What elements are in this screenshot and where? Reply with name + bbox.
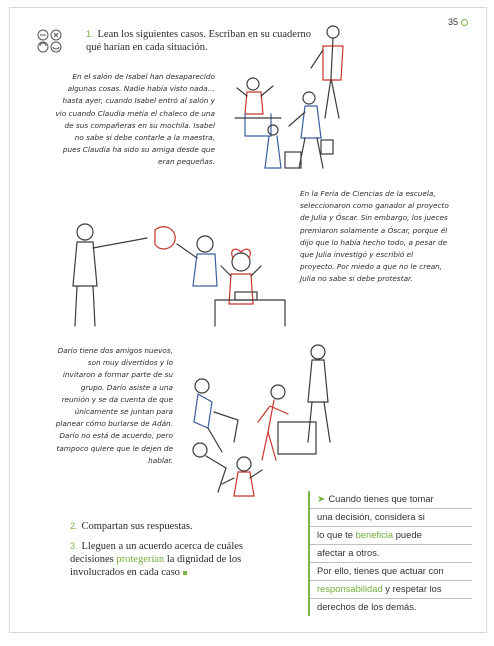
case-dario-text: Darío tiene dos amigos nuevos, son muy divertidos y lo invitaron a formar parte de su grupo. Darío asiste a una reunión y se da cuenta de que únicamente se juntan para planear cómo burlarse de Adán. Darío no está de acuerdo, pero tampoco quiere que le dejen de hablar.: [55, 346, 173, 465]
tip-text: Por ello, tienes que actuar con: [317, 565, 444, 576]
tip-text: y respetar los: [382, 583, 442, 594]
tip-line: [310, 509, 472, 527]
group-work-icon: [35, 28, 75, 54]
tip-line: [310, 527, 472, 545]
step-number: 1.: [86, 29, 94, 39]
tip-text: lo que te: [317, 529, 356, 540]
illustration-dario: [178, 342, 353, 502]
step-text-before: Lleguen a un acuerdo acerca de cuáles decisiones: [70, 541, 243, 565]
page-number-text: 35: [447, 17, 458, 27]
tip-line: [310, 581, 472, 599]
instruction-step-2: [70, 520, 270, 533]
highlighted-word: protegerían: [116, 554, 165, 565]
step-number: 2.: [70, 521, 78, 531]
tip-box: [308, 491, 472, 616]
tip-text: puede: [393, 529, 422, 540]
illustration-isabel: [225, 18, 365, 188]
highlighted-word: responsabilidad: [317, 583, 383, 594]
illustration-julia-oscar: [65, 216, 290, 331]
case-isabel-text: En el salón de Isabel han desaparecido algunas cosas. Nadie había visto nada… hasta ayer, cuando Isabel entró al salón y vio cuando Claudia metía el chaleco de una de sus compañeras en su mochila. Isabel no sabe si debe contarle a la maestra, pues Claudia ha sido su amiga desde que eran pequeñas.: [55, 72, 215, 167]
textbook-page: [9, 7, 487, 633]
green-circle-icon: [461, 19, 468, 26]
step-text: Lean los siguientes casos. Escriban en su cuaderno qué harían en cada situación.: [86, 29, 311, 53]
tip-line: [310, 599, 472, 616]
tip-text: Cuando tienes que tomar: [328, 493, 434, 504]
arrow-right-icon: ➤: [317, 494, 326, 505]
instruction-step-3: [70, 540, 280, 579]
tip-line: [310, 491, 472, 509]
tip-text: una decisión, considera si: [317, 511, 425, 522]
case-julia-text: En la Feria de Ciencias de la escuela, seleccionaron como ganador al proyecto de Julia y Óscar. Sin embargo, los jueces premiaron solamente a Óscar, porque él dijo que lo había hecho todo, a pesar de que Julia investigó y escribió el proyecto. Por miedo a que no le crean, Julia no sabe si debe protestar.: [300, 189, 449, 284]
tip-line: [310, 545, 472, 563]
page-number: [448, 17, 468, 27]
tip-text: afectar a otros.: [317, 547, 380, 558]
end-bullet-icon: [183, 571, 187, 575]
step-text-after: la dignidad de los involucrados en cada caso: [70, 554, 242, 578]
tip-line: [310, 563, 472, 581]
step-number: 3.: [70, 541, 78, 551]
step-text: Compartan sus respuestas.: [81, 521, 193, 532]
tip-text: derechos de los demás.: [317, 601, 417, 612]
highlighted-word: beneficia: [355, 529, 394, 540]
